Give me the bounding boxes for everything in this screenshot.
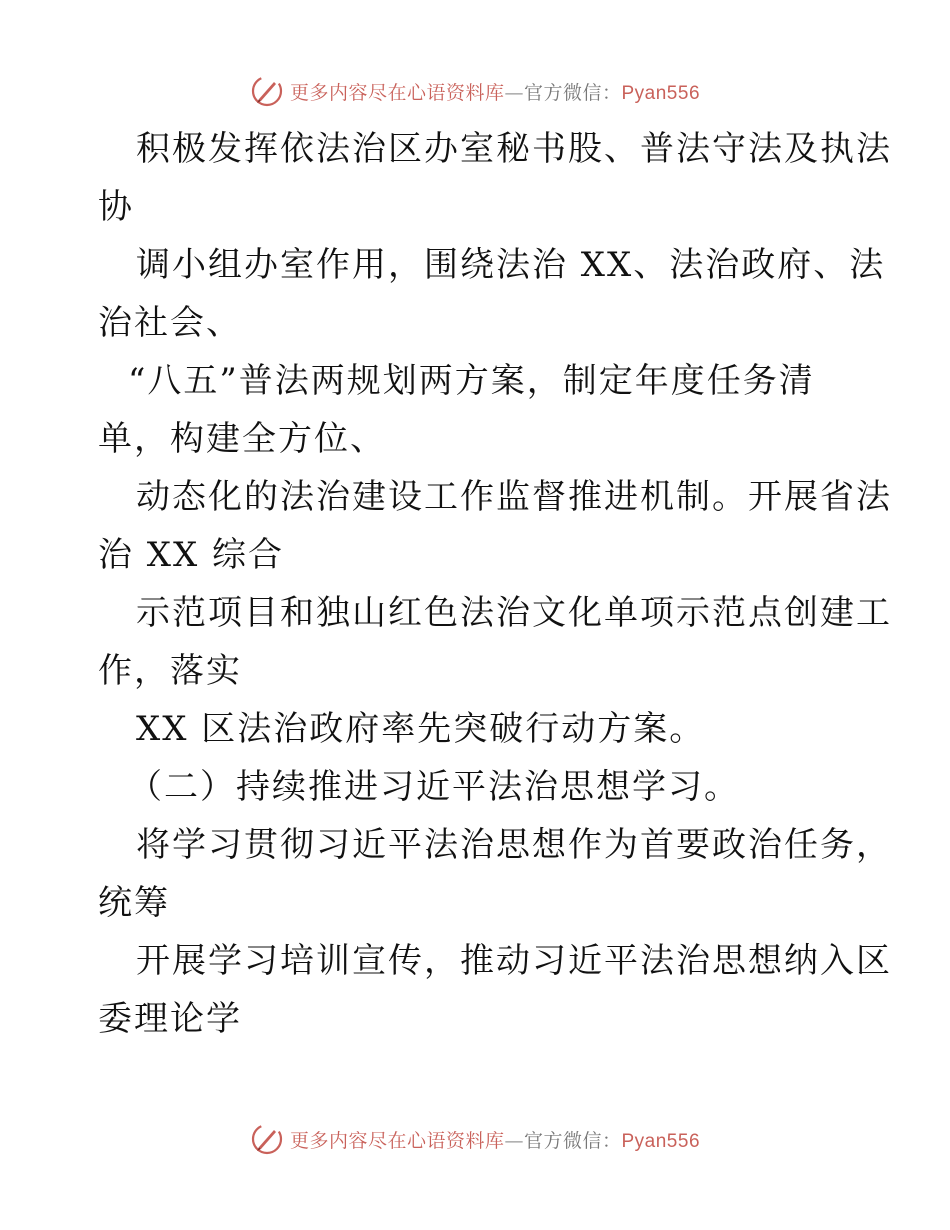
body-line: 积极发挥依法治区办室秘书股、普法守法及执法 — [136, 129, 892, 169]
watermark-text: 更多内容尽在心语资料库—官方微信：Pyan556 — [289, 81, 701, 104]
document-body — [98, 120, 892, 1048]
body-line: 示范项目和独山红色法治文化单项示范点创建工 — [136, 593, 892, 633]
body-line: 调小组办室作用，围绕法治 XX、法治政府、法 — [136, 245, 886, 285]
footer-watermark — [0, 1122, 950, 1156]
body-line: 统筹 — [98, 883, 170, 923]
body-line: XX 区法治政府率先突破行动方案。 — [136, 709, 706, 749]
watermark-text: 更多内容尽在心语资料库—官方微信：Pyan556 — [289, 1129, 701, 1152]
body-line: 开展学习培训宣传，推动习近平法治思想纳入区 — [136, 941, 892, 981]
body-line: 动态化的法治建设工作监督推进机制。开展省法 — [136, 477, 892, 517]
body-line: “八五”普法两规划两方案，制定年度任务清 — [128, 361, 815, 401]
body-line: 治 XX 综合 — [98, 535, 285, 575]
body-line: 协 — [98, 187, 134, 227]
body-line: 治社会、 — [98, 303, 242, 343]
section-heading: （二）持续推进习近平法治思想学习。 — [128, 767, 740, 807]
quill-pen-icon — [250, 1122, 284, 1156]
body-line: 将学习贯彻习近平法治思想作为首要政治任务， — [136, 825, 892, 865]
body-line: 委理论学 — [98, 999, 242, 1039]
body-line: 作，落实 — [98, 651, 242, 691]
body-line: 单，构建全方位、 — [98, 419, 386, 459]
quill-pen-icon — [250, 74, 284, 108]
header-watermark — [0, 74, 950, 108]
